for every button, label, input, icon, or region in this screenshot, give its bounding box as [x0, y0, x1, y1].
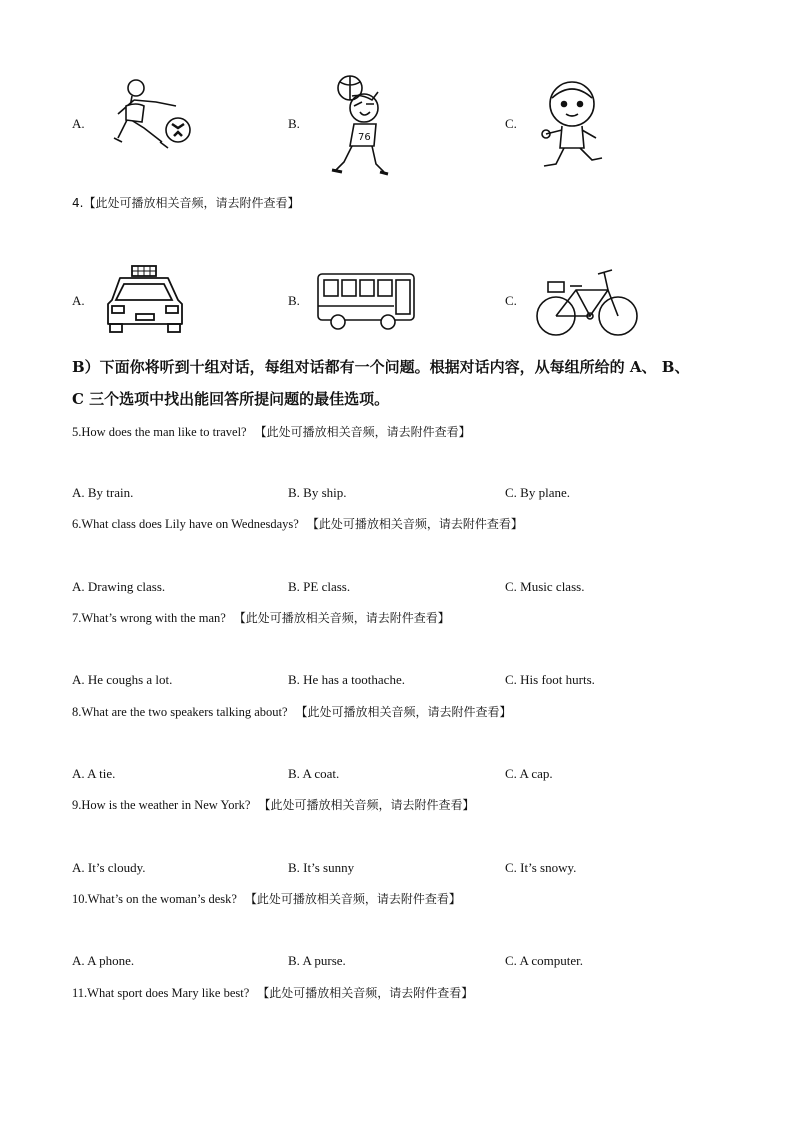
question-5 — [72, 423, 471, 440]
question-9-option-a: A. It’s cloudy. — [72, 860, 146, 875]
question-9 — [72, 796, 474, 813]
question-9-audio-note: 【此处可播放相关音频，请去附件查看】 — [258, 798, 475, 812]
q3-option-c-letter: C. — [505, 116, 517, 131]
question-8-text: 8.What are the two speakers talking about? — [72, 705, 288, 719]
question-7-option-c: C. His foot hurts. — [505, 672, 595, 687]
question-10-option-b: B. A purse. — [288, 953, 346, 968]
question-6-option-a: A. Drawing class. — [72, 579, 166, 594]
section-b-instructions-line1: B）下面你将听到十组对话，每组对话都有一个问题。根据对话内容，从每组所给的 A、 B、 — [72, 358, 690, 376]
question-10-option-a: A. A phone. — [72, 953, 135, 968]
question-8-option-c: C. A cap. — [505, 766, 553, 781]
question-8-option-a: A. A tie. — [72, 766, 116, 781]
question-9-option-b: B. It’s sunny — [288, 860, 355, 875]
question-5-option-a: A. By train. — [72, 485, 134, 500]
taxi-icon — [104, 262, 186, 334]
section-b-instructions-line2: C 三个选项中找出能回答所提问题的最佳选项。 — [72, 390, 390, 408]
bicycle-icon — [534, 266, 640, 338]
question-8-audio-note: 【此处可播放相关音频，请去附件查看】 — [295, 705, 512, 719]
q3-option-b-letter: B. — [288, 116, 300, 131]
question-5-option-b: B. By ship. — [288, 485, 347, 500]
question-10-option-c: C. A computer. — [505, 953, 583, 968]
question-5-text: 5.How does the man like to travel? — [72, 425, 247, 439]
question-9-text: 9.How is the weather in New York? — [72, 798, 251, 812]
question-10 — [72, 890, 461, 907]
q3-option-a-letter: A. — [72, 116, 85, 131]
question-6 — [72, 515, 523, 532]
question-11 — [72, 984, 473, 1001]
question-8-option-b: B. A coat. — [288, 766, 340, 781]
question-6-text: 6.What class does Lily have on Wednesdays? — [72, 517, 299, 531]
soccer-player-icon — [106, 76, 198, 156]
question-6-audio-note: 【此处可播放相关音频，请去附件查看】 — [306, 517, 523, 531]
bus-icon — [316, 270, 418, 332]
question-10-audio-note: 【此处可播放相关音频，请去附件查看】 — [244, 892, 461, 906]
question-9-option-c: C. It’s snowy. — [505, 860, 577, 875]
q4-option-a-letter: A. — [72, 293, 85, 308]
question-5-option-c: C. By plane. — [505, 485, 570, 500]
basketball-player-icon — [322, 72, 392, 178]
question-10-text: 10.What’s on the woman’s desk? — [72, 892, 237, 906]
question-5-audio-note: 【此处可播放相关音频，请去附件查看】 — [254, 425, 471, 439]
q4-option-b-letter: B. — [288, 293, 300, 308]
question-7-option-a: A. He coughs a lot. — [72, 672, 173, 687]
q4-prompt: 4.【此处可播放相关音频，请去附件查看】 — [72, 196, 300, 210]
question-11-audio-note: 【此处可播放相关音频，请去附件查看】 — [257, 986, 474, 1000]
running-boy-icon — [536, 78, 606, 172]
q4-option-c-letter: C. — [505, 293, 517, 308]
question-6-option-c: C. Music class. — [505, 579, 585, 594]
question-8 — [72, 703, 512, 720]
svg-text:76: 76 — [358, 132, 371, 143]
question-7-option-b: B. He has a toothache. — [288, 672, 405, 687]
question-7-text: 7.What’s wrong with the man? — [72, 611, 226, 625]
question-7-audio-note: 【此处可播放相关音频，请去附件查看】 — [233, 611, 450, 625]
question-11-text: 11.What sport does Mary like best? — [72, 986, 250, 1000]
question-6-option-b: B. PE class. — [288, 579, 351, 594]
question-7 — [72, 609, 450, 626]
